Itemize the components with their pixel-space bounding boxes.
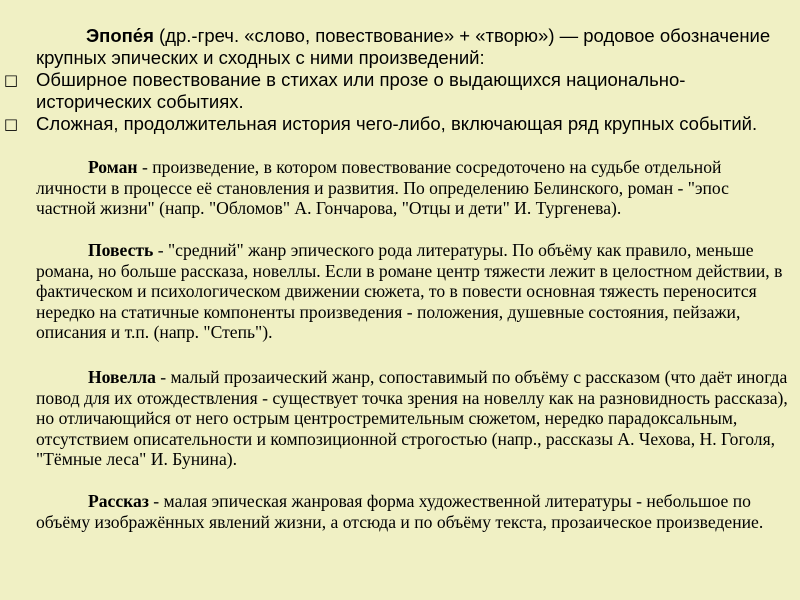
epic-meaning-1	[3, 69, 784, 113]
story-paragraph	[36, 491, 790, 532]
term-story: Рассказ	[88, 491, 149, 511]
term-epic: Эпопе́я	[86, 25, 154, 46]
epic-meaning-2	[3, 113, 784, 135]
short-novel-paragraph-text: - малый прозаический жанр, сопоставимый по объёму с рассказом (что даёт иногда повод для их отождествления - существует точка зрения на новеллу как на разновидность рассказа), но отличающийся от него острым центростремительным сюжетом, нередко парадоксальным, отсутствием описательности и композиционной строгостью (напр., рассказы А. Чехова, Н. Гоголя, "Тёмные леса" И. Бунина).	[36, 367, 788, 469]
epic-meaning-1-text: Обширное повествование в стихах или прозе о выдающихся национально-исторических событиях.	[36, 69, 686, 112]
short-novel-paragraph	[36, 367, 790, 470]
epic-definition-text: (др.-греч. «слово, повествование» + «творю») — родовое обозначение крупных эпических и сходных с ними произведений:	[36, 25, 771, 68]
novella-paragraph	[36, 240, 790, 343]
term-novella: Новелла	[88, 367, 156, 387]
novella-paragraph-text: - "средний" жанр эпического рода литературы. По объёму как правило, меньше романа, но больше рассказа, новеллы. Если в романе центр тяжести лежит в целостном действии, в фактическом и психологическом движении сюжета, то в повести основная тяжесть переносится нередко на статичные компоненты произведения - положения, душевные состояния, пейзажи, описания и т.п. (напр. "Степь").	[36, 240, 783, 342]
story-paragraph-text: - малая эпическая жанровая форма художественной литературы - небольшое по объёму изображённых явлений жизни, а отсюда и по объёму текста, прозаическое произведение.	[36, 491, 764, 532]
term-novel: Роман	[88, 157, 138, 177]
novel-paragraph-text: - произведение, в котором повествование сосредоточено на судьбе отдельной личности в процессе её становления и развития. По определению Белинского, роман - "эпос частной жизни" (напр. "Обломов" А. Гончарова, "Отцы и дети" И. Тургенева).	[36, 157, 729, 218]
novel-paragraph	[36, 157, 790, 219]
checkbox-bullet-icon: □	[3, 115, 19, 133]
epic-meaning-2-text: Сложная, продолжительная история чего-либо, включающая ряд крупных событий.	[36, 113, 758, 134]
epic-definition	[36, 25, 776, 69]
term-povest: Повесть	[88, 240, 154, 260]
checkbox-bullet-icon: □	[3, 71, 19, 89]
